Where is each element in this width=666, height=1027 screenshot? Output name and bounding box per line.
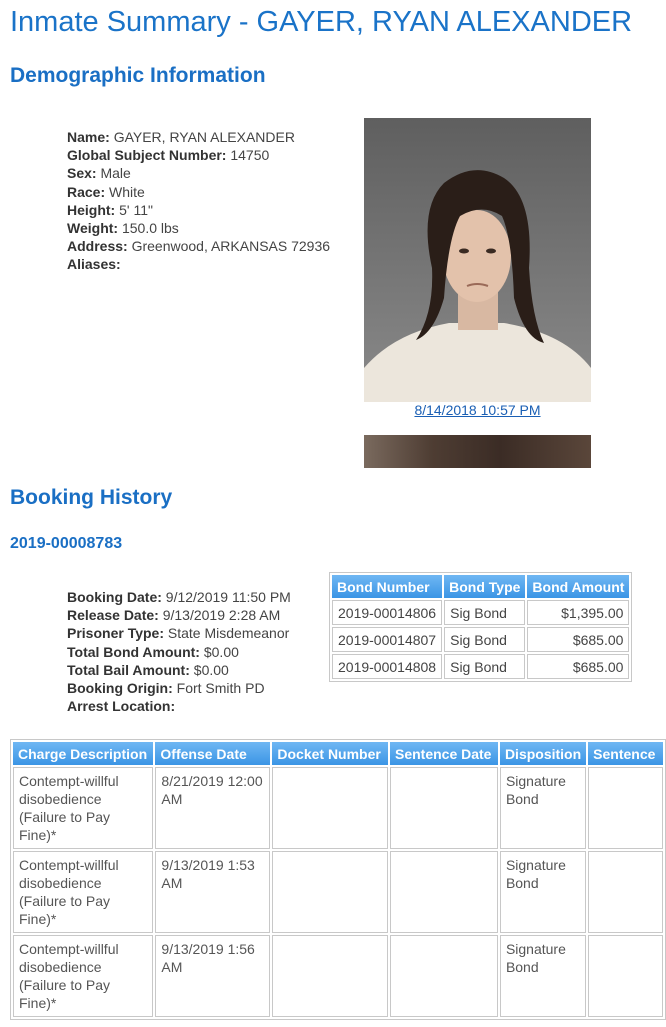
table-row [13,851,663,933]
demographic-heading: Demographic Information [10,64,266,87]
disposition-cell: Signature Bond [500,767,586,849]
sentence-date-header: Sentence Date [390,742,498,765]
bond-amount-cell: $685.00 [527,627,629,652]
charge-table [10,739,666,1020]
charge-description-header: Charge Description [13,742,153,765]
race-label: Race: [67,183,106,200]
subject-number-value: 14750 [230,147,270,164]
demographic-info [67,128,330,274]
total-bail-row [67,661,291,679]
bond-number-cell: 2019-00014808 [332,654,442,679]
person-portrait-icon [364,118,591,402]
bond-number-header: Bond Number [332,575,442,598]
aliases-row [67,255,330,273]
address-label: Address: [67,238,128,255]
table-row [332,627,629,652]
mugshot-photo [364,118,591,402]
sex-label: Sex: [67,165,97,182]
docket-number-header: Docket Number [272,742,388,765]
booking-origin-row [67,679,291,697]
booking-origin-value: Fort Smith PD [176,680,265,697]
secondary-photo [364,435,591,468]
name-label: Name: [67,129,110,145]
docket-number-cell [272,935,388,1017]
height-label: Height: [67,201,116,218]
weight-row [67,219,330,237]
docket-number-cell [272,767,388,849]
sentence-date-cell [390,935,498,1017]
race-value: White [109,183,145,200]
sentence-date-cell [390,767,498,849]
address-value: Greenwood, ARKANSAS 72936 [131,238,331,255]
prisoner-type-label: Prisoner Type: [67,625,164,642]
disposition-cell: Signature Bond [500,935,586,1017]
bond-number-cell: 2019-00014806 [332,600,442,625]
aliases-label: Aliases: [67,256,121,273]
arrest-location-row [67,697,291,715]
release-date-value: 9/13/2019 2:28 AM [162,607,281,624]
charge-description-cell: Contempt-willful disobedience (Failure to Pay Fine)* [13,767,153,849]
bond-type-header: Bond Type [444,575,525,598]
disposition-cell: Signature Bond [500,851,586,933]
total-bail-value: $0.00 [193,661,229,678]
bond-amount-cell: $1,395.00 [527,600,629,625]
name-value: GAYER, RYAN ALEXANDER [113,129,295,145]
release-date-label: Release Date: [67,607,159,624]
prisoner-type-row [67,624,291,642]
height-value: 5' 11" [119,201,153,218]
docket-number-cell [272,851,388,933]
booking-date-label: Booking Date: [67,589,162,605]
race-row [67,183,330,201]
booking-date-value: 9/12/2019 11:50 PM [165,589,291,605]
sentence-cell [588,767,663,849]
total-bond-value: $0.00 [203,643,239,660]
bond-type-cell: Sig Bond [444,654,525,679]
weight-label: Weight: [67,220,119,237]
release-date-row [67,606,291,624]
table-row [332,600,629,625]
photo-date-link[interactable]: 8/14/2018 10:57 PM [414,402,541,418]
disposition-header: Disposition [500,742,586,765]
sentence-header: Sentence [588,742,663,765]
page-title: Inmate Summary - GAYER, RYAN ALEXANDER [10,6,633,38]
height-row [67,201,330,219]
bond-table [329,572,632,682]
arrest-location-label: Arrest Location: [67,698,176,715]
booking-number: 2019-00008783 [10,535,123,552]
offense-date-header: Offense Date [155,742,270,765]
bond-amount-cell: $685.00 [527,654,629,679]
subject-number-row [67,146,330,164]
charge-table-header [13,742,663,765]
booking-history-heading: Booking History [10,486,173,509]
total-bond-row [67,643,291,661]
subject-number-label: Global Subject Number: [67,147,227,164]
table-row [13,935,663,1017]
total-bail-label: Total Bail Amount: [67,661,190,678]
sex-value: Male [100,165,131,182]
sex-row [67,164,330,182]
total-bond-label: Total Bond Amount: [67,643,200,660]
table-row [13,767,663,849]
sentence-cell [588,851,663,933]
table-row [332,654,629,679]
booking-date-row [67,588,291,606]
offense-date-cell: 9/13/2019 1:56 AM [155,935,270,1017]
sentence-cell [588,935,663,1017]
bond-number-cell: 2019-00014807 [332,627,442,652]
offense-date-cell: 8/21/2019 12:00 AM [155,767,270,849]
booking-details [67,588,291,715]
bond-table-header [332,575,629,598]
bond-type-cell: Sig Bond [444,627,525,652]
prisoner-type-value: State Misdemeanor [167,625,290,642]
sentence-date-cell [390,851,498,933]
bond-amount-header: Bond Amount [527,575,629,598]
weight-value: 150.0 lbs [121,220,179,237]
booking-origin-label: Booking Origin: [67,680,173,697]
name-row [67,128,330,146]
offense-date-cell: 9/13/2019 1:53 AM [155,851,270,933]
charge-description-cell: Contempt-willful disobedience (Failure to Pay Fine)* [13,851,153,933]
address-row [67,237,330,255]
bond-type-cell: Sig Bond [444,600,525,625]
charge-description-cell: Contempt-willful disobedience (Failure to Pay Fine)* [13,935,153,1017]
